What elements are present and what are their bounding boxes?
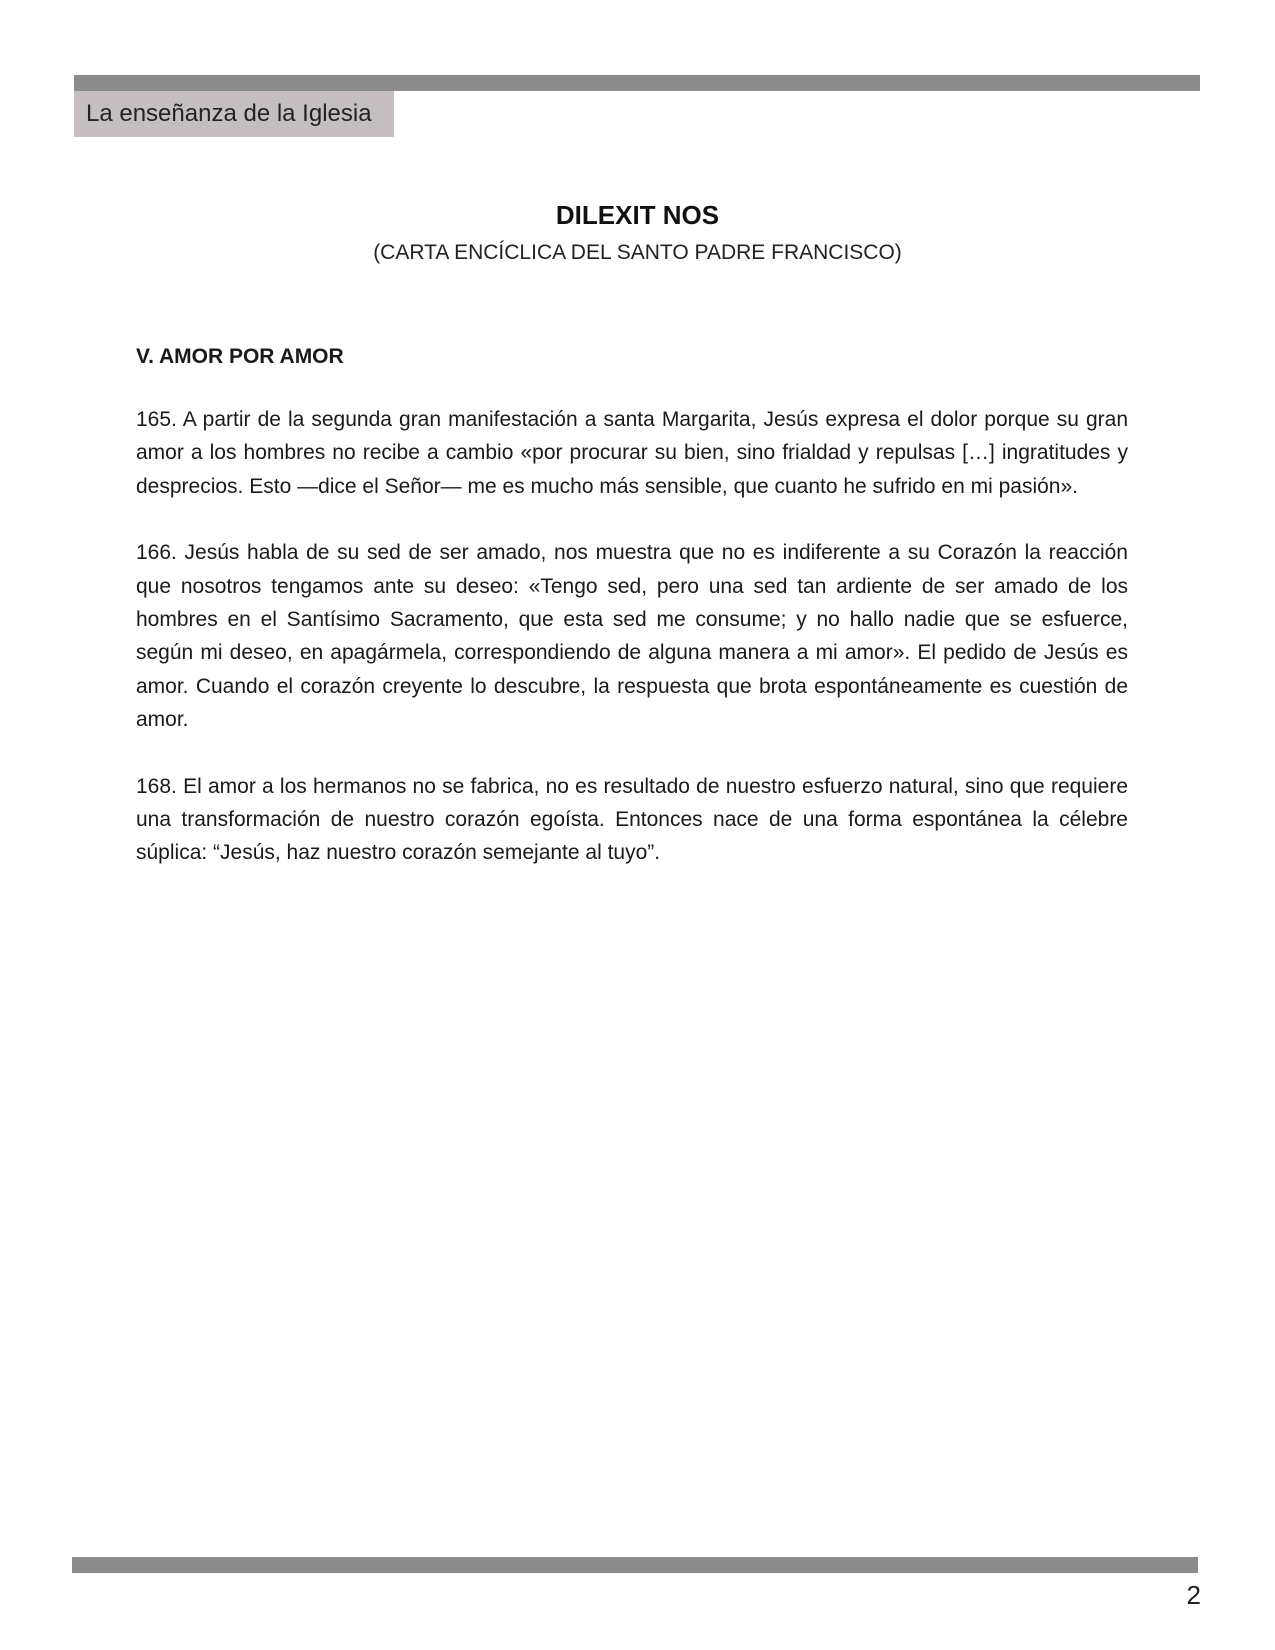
top-divider-bar	[74, 75, 1200, 91]
page-number: 2	[1186, 1580, 1201, 1610]
paragraph-168: 168. El amor a los hermanos no se fabrica, no es resultado de nuestro esfuerzo natural, sino que requiere una transformación de nuestro corazón egoísta. Entonces nace de una forma espontánea la célebre súplica: “Jesús, haz nuestro corazón semejante al tuyo”.	[136, 774, 1128, 865]
section-tab-label: La enseñanza de la Iglesia	[86, 100, 372, 127]
bottom-divider-bar	[72, 1557, 1198, 1573]
paragraph-165: 165. A partir de la segunda gran manifestación a santa Margarita, Jesús expresa el dolor porque su gran amor a los hombres no recibe a cambio «por procurar su bien, sino frialdad y repulsas […] ingratitudes y desprecios. Esto —dice el Señor— me es mucho más sensible, que cuanto he sufrido en mi pasión».	[136, 408, 1128, 498]
paragraph-166: 166. Jesús habla de su sed de ser amado, nos muestra que no es indiferente a su Corazón la reacción que nosotros tengamos ante su deseo: «Tengo sed, pero una sed tan ardiente de ser amado de los hombres en el Santísimo Sacramento, que esta sed me consume; y no hallo nadie que se esfuerce, según mi deseo, en apagármela, correspondiendo de alguna manera a mi amor». El pedido de Jesús es amor. Cuando el corazón creyente lo descubre, la respuesta que brota espontáneamente es cuestión de amor.	[136, 541, 1128, 732]
document-title: DILEXIT NOS	[555, 200, 720, 230]
section-heading: V. AMOR POR AMOR	[136, 345, 344, 368]
section-tab	[74, 91, 394, 137]
document-subtitle: (CARTA ENCÍCLICA DEL SANTO PADRE FRANCISCO)	[373, 241, 902, 264]
document-body	[136, 340, 1128, 903]
